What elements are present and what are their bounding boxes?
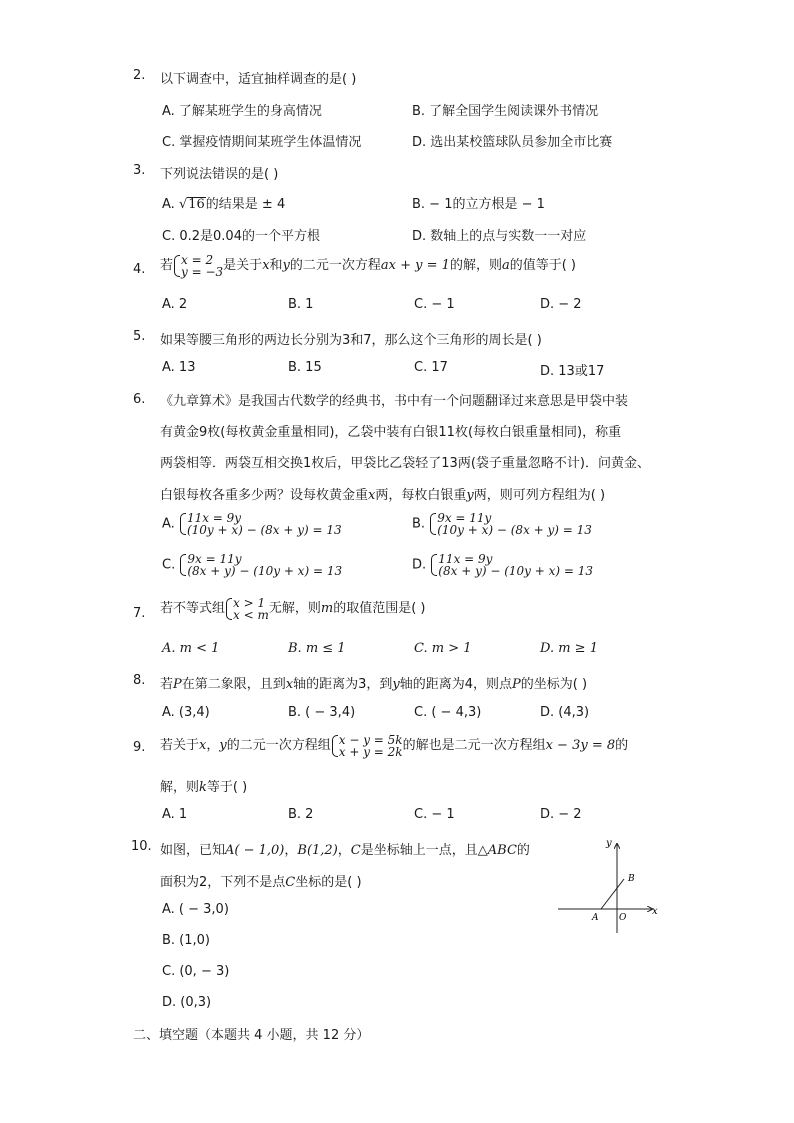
point: A( − 1,0) (225, 843, 285, 858)
option-d: D. − 2 (540, 297, 582, 312)
equation-row: 9x = 11y (187, 552, 242, 566)
text: 若 (160, 258, 174, 273)
option-a: A. m < 1 (162, 641, 220, 656)
equation-row: 11x = 9y (438, 552, 493, 566)
equation-row: y = −3 (181, 264, 224, 279)
text: 等于( ) (206, 780, 248, 795)
option-d: D. m ≥ 1 (540, 641, 598, 656)
option-c (162, 553, 342, 577)
question-line (160, 484, 605, 503)
option-a: A. 2 (162, 297, 188, 312)
text: 的二元一次方程组 (226, 738, 331, 753)
equation-row: (8x + y) − (10y + x) = 13 (187, 564, 343, 578)
option-c: C. ( − 4,3) (414, 705, 482, 720)
question-number: 8. (133, 673, 146, 688)
option-a: A. 1 (162, 807, 188, 822)
segment-ab (601, 879, 624, 909)
option-b: B. (1,0) (162, 933, 211, 948)
option-b: B. 15 (288, 360, 322, 375)
equation-system (179, 553, 342, 577)
text: 面积为2，下列不是点 (160, 875, 286, 890)
equation-row: 11x = 9y (186, 511, 242, 525)
equation-row: 9x = 11y (437, 511, 492, 525)
equation-row: (8x + y) − (10y + x) = 13 (438, 564, 594, 578)
equation-system (331, 734, 403, 758)
question-line (160, 776, 247, 795)
text: 是坐标轴上一点，且 (360, 843, 478, 858)
option-a: A. ( − 3,0) (162, 902, 229, 917)
option-d: D. − 2 (540, 807, 582, 822)
option-b (412, 512, 592, 536)
text: 和 (269, 258, 283, 273)
variable: y (282, 258, 290, 273)
question-number: 5. (133, 329, 146, 344)
option-d (412, 553, 593, 577)
option-d: D. 数轴上的点与实数一一对应 (412, 229, 587, 244)
text: 若关于 (160, 738, 200, 753)
equation-row: (10y + x) − (8x + y) = 13 (437, 523, 592, 537)
text: 白银每枚各重多少两？设每枚黄金重 (160, 488, 369, 503)
sqrt-sign: √ (178, 197, 188, 212)
text: 是关于 (223, 258, 263, 273)
option-d: D. 13或17 (540, 364, 605, 379)
equation-row: x = 2 (181, 252, 214, 267)
option-label: B. (412, 516, 426, 532)
variable: y (466, 488, 474, 503)
variable: x (285, 677, 294, 692)
text: 解，则 (160, 780, 200, 795)
option-text: 的结果是 ± 4 (205, 197, 286, 212)
text: 的 (615, 738, 629, 753)
variable: a (501, 258, 510, 273)
option-b: B. 2 (288, 807, 314, 822)
x-axis-label: x (652, 906, 658, 917)
option-d: D. (0,3) (162, 995, 212, 1010)
point-b-label: B (628, 874, 635, 884)
point-a-label: A (592, 913, 599, 923)
variable: x (262, 258, 270, 273)
text: ， (206, 738, 220, 753)
text: 坐标的是( ) (295, 875, 362, 890)
equation-system (429, 512, 592, 536)
option-c: C. 掌握疫情期间某班学生体温情况 (162, 135, 362, 150)
option-c: C. (0, − 3) (162, 964, 230, 979)
radicand: 16 (188, 197, 205, 212)
variable: C (350, 843, 361, 858)
text: ， (284, 843, 298, 858)
option-label: D. (412, 557, 427, 573)
inequality-system (225, 597, 269, 621)
question-number: 6. (133, 392, 146, 407)
question-line (160, 871, 362, 890)
variable: y (392, 677, 400, 692)
option-b: B. m ≤ 1 (288, 641, 346, 656)
text: 的解，则 (449, 258, 502, 273)
variable: k (199, 780, 207, 795)
text: ， (337, 843, 351, 858)
question-line: 《九章算术》是我国古代数学的经典书，书中有一个问题翻译过来意思是甲袋中装 (160, 394, 629, 409)
variable: x (368, 488, 376, 503)
equation-system (179, 512, 342, 536)
equation-row: x < m (233, 607, 269, 622)
origin-label: O (619, 913, 627, 923)
question-number: 2. (133, 68, 146, 83)
variable: x (199, 738, 207, 753)
text: 的值等于( ) (509, 258, 576, 273)
text: 两，则可列方程组为( ) (473, 488, 606, 503)
question-number: 10. (131, 839, 152, 854)
question-stem (160, 733, 628, 759)
text: 两，每枚白银重 (375, 488, 467, 503)
equation-row: x + y = 2k (338, 744, 403, 759)
option-c: C. m > 1 (414, 641, 472, 656)
option-c: C. 17 (414, 360, 448, 375)
equation-system (430, 553, 593, 577)
equation: ax + y = 1 (380, 258, 450, 273)
text: 若不等式组 (160, 601, 226, 616)
text: 的 (516, 843, 530, 858)
coordinate-figure (556, 836, 666, 936)
variable: y (219, 738, 227, 753)
text: 轴的距离为4，则点 (399, 677, 513, 692)
option-b: B. 了解全国学生阅读课外书情况 (412, 104, 599, 119)
point: B(1,2) (297, 843, 338, 858)
variable: C (285, 875, 296, 890)
text: 的二元一次方程 (289, 258, 381, 273)
option-c: C. 0.2是0.04的一个平方根 (162, 229, 320, 244)
question-number: 3. (133, 163, 146, 178)
option-label: C. (162, 557, 176, 573)
triangle: △ABC (477, 843, 517, 858)
question-stem: 如果等腰三角形的两边长分别为3和7，那么这个三角形的周长是( ) (160, 333, 542, 348)
option-b: B. − 1的立方根是 − 1 (412, 197, 545, 212)
option-d: D. 选出某校篮球队员参加全市比赛 (412, 135, 613, 150)
option-b: B. 1 (288, 297, 314, 312)
option-d: D. (4,3) (540, 705, 590, 720)
question-stem (160, 596, 425, 622)
question-number: 9. (133, 740, 146, 755)
text: 无解，则 (268, 601, 321, 616)
option-a (162, 512, 342, 536)
question-stem: 以下调查中，适宜抽样调查的是( ) (160, 72, 357, 87)
variable: P (512, 677, 521, 692)
option-b: B. ( − 3,4) (288, 705, 356, 720)
question-stem: 下列说法错误的是( ) (160, 167, 279, 182)
option-a (162, 193, 285, 212)
equation-system (173, 254, 223, 278)
text: 的取值范围是( ) (333, 601, 426, 616)
option-a: A. (3,4) (162, 705, 210, 720)
question-stem (160, 673, 587, 692)
text: 的坐标为( ) (520, 677, 588, 692)
text: 的解也是二元一次方程组 (402, 738, 546, 753)
variable: P (173, 677, 182, 692)
option-a: A. 13 (162, 360, 196, 375)
equation-row: x > 1 (233, 595, 266, 610)
text: 如图，已知 (160, 843, 226, 858)
variable: m (320, 601, 334, 616)
option-label: A. (162, 516, 175, 532)
question-stem (160, 839, 530, 858)
equation-row: (10y + x) − (8x + y) = 13 (186, 523, 342, 537)
text: 轴的距离为3，到 (293, 677, 393, 692)
option-label: A. (162, 197, 179, 212)
equation: x − 3y = 8 (545, 738, 616, 753)
option-c: C. − 1 (414, 297, 455, 312)
text: 若 (160, 677, 174, 692)
y-axis-label: y (606, 838, 612, 849)
question-number: 7. (133, 606, 146, 621)
text: 在第二象限，且到 (181, 677, 286, 692)
option-a: A. 了解某班学生的身高情况 (162, 104, 322, 119)
question-line: 两袋相等．两袋互相交换1枚后，甲袋比乙袋轻了13两(袋子重量忽略不计)．问黄金、 (160, 456, 650, 471)
section-heading: 二、填空题（本题共 4 小题，共 12 分） (133, 1028, 370, 1043)
option-c: C. − 1 (414, 807, 455, 822)
question-line: 有黄金9枚(每枚黄金重量相同)，乙袋中装有白银11枚(每枚白银重量相同)，称重 (160, 425, 622, 440)
question-stem (160, 253, 576, 279)
question-number: 4. (133, 262, 146, 277)
equation-row: x − y = 5k (338, 732, 403, 747)
